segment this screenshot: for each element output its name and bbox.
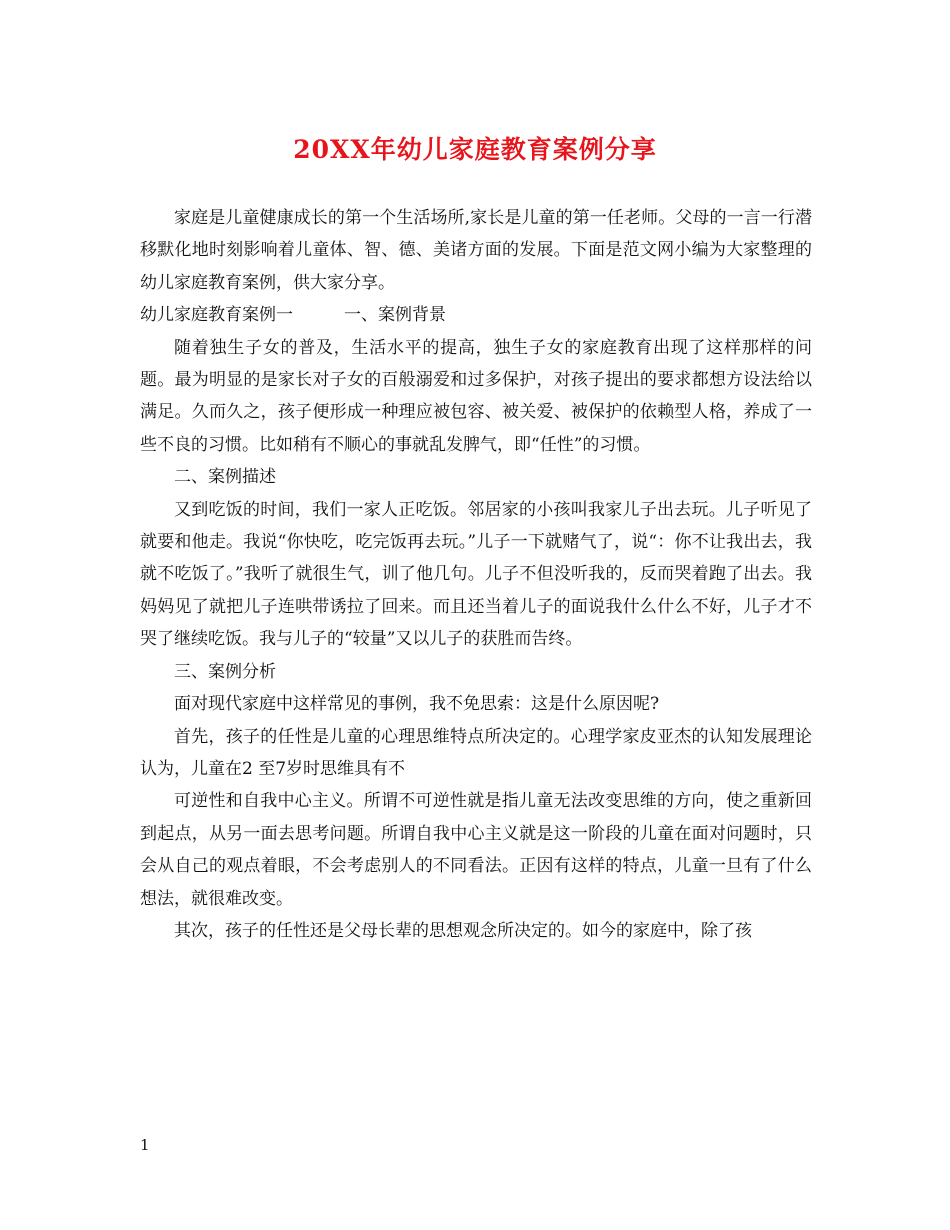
case-heading-line: [140, 299, 812, 331]
document-title: 20XX年幼儿家庭教育案例分享: [293, 135, 657, 164]
section2-heading: 二、案例描述: [174, 467, 276, 488]
section3-paragraph-2: 首先，孩子的任性是儿童的心理思维特点所决定的。心理学家皮亚杰的认知发展理论认为，儿童在2 至7岁时思维具有不: [140, 726, 812, 779]
section1-heading: 一、案例背景: [344, 305, 446, 326]
intro-paragraph: 家庭是儿童健康成长的第一个生活场所,家长是儿童的第一任老师。父母的一言一行潜移默化地时刻影响着儿童体、智、德、美诸方面的发展。下面是范文网小编为大家整理的幼儿家庭教育案例，供大家分享。: [140, 208, 812, 293]
section3-paragraph-1: 面对现代家庭中这样常见的事例，我不免思索：这是什么原因呢?: [174, 694, 660, 715]
page-number: 1: [140, 1136, 150, 1154]
section3-paragraph-4: 其次，孩子的任性还是父母长辈的思想观念所决定的。如今的家庭中，除了孩: [174, 920, 752, 941]
section3-heading: 三、案例分析: [174, 661, 276, 682]
case-label: 幼儿家庭教育案例一: [140, 305, 293, 326]
section2-paragraph: 又到吃饭的时间，我们一家人正吃饭。邻居家的小孩叫我家儿子出去玩。儿子听见了就要和他走。我说“你快吃，吃完饭再去玩。”儿子一下就赌气了，说“：你不让我出去，我就不吃饭了。”我听了就很生气，训了他几句。儿子不但没听我的，反而哭着跑了出去。我妈妈见了就把儿子连哄带诱拉了回来。而且还当着儿子的面说我什么什么不好，儿子才不哭了继续吃饭。我与儿子的“较量”又以儿子的获胜而告终。: [140, 499, 812, 650]
section3-paragraph-3: 可逆性和自我中心主义。所谓不可逆性就是指儿童无法改变思维的方向，使之重新回到起点，从另一面去思考问题。所谓自我中心主义就是这一阶段的儿童在面对问题时，只会从自己的观点着眼，不会考虑别人的不同看法。正因有这样的特点，儿童一旦有了什么想法，就很难改变。: [140, 791, 812, 909]
section1-paragraph: 随着独生子女的普及，生活水平的提高，独生子女的家庭教育出现了这样那样的问题。最为明显的是家长对子女的百般溺爱和过多保护，对孩子提出的要求都想方设法给以满足。久而久之，孩子便形成一种理应被包容、被关爱、被保护的依赖型人格，养成了一些不良的习惯。比如稍有不顺心的事就乱发脾气，即“任性”的习惯。: [140, 337, 812, 455]
document-body: [140, 202, 812, 947]
